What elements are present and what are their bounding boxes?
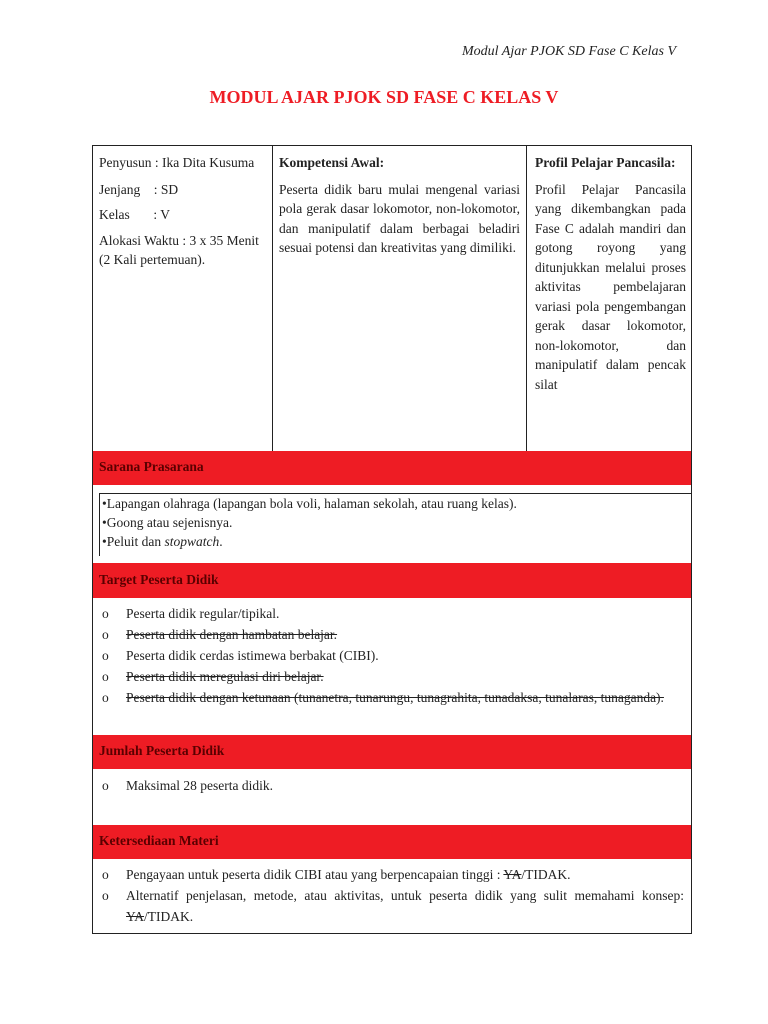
circle-bullet-icon: o (102, 669, 109, 684)
module-table (92, 145, 692, 934)
identity-row (93, 146, 691, 451)
target-item-text: Peserta didik cerdas istimewa berbakat (CIBI). (126, 648, 379, 663)
kelas-text: Kelas : V (99, 207, 170, 222)
sarana-heading: Sarana Prasarana (99, 459, 204, 474)
list-item (100, 513, 691, 532)
circle-bullet-icon: o (102, 648, 109, 663)
list-item (93, 885, 691, 927)
materi-item-strike: YA (126, 909, 145, 924)
circle-bullet-icon: o (102, 606, 109, 621)
materi-item-strike: YA (503, 867, 522, 882)
jumlah-heading-bar (93, 735, 691, 769)
sarana-list (99, 493, 691, 556)
jumlah-section (93, 769, 691, 825)
circle-bullet-icon: o (102, 867, 109, 882)
bullet-icon: • (102, 534, 107, 549)
list-item (93, 645, 691, 666)
target-heading-bar (93, 563, 691, 598)
kompetensi-cell (273, 146, 527, 451)
document-title: MODUL AJAR PJOK SD FASE C KELAS V (209, 87, 559, 107)
target-list (93, 603, 691, 708)
target-section (93, 598, 691, 735)
jumlah-item-text: Maksimal 28 peserta didik. (126, 778, 273, 793)
circle-bullet-icon: o (102, 888, 109, 903)
target-item-text: Peserta didik meregulasi diri belajar. (126, 669, 324, 684)
circle-bullet-icon: o (102, 627, 109, 642)
list-item (100, 494, 691, 513)
materi-item-suffix: /TIDAK. (144, 909, 194, 924)
sarana-item-suffix: . (219, 534, 223, 549)
penyusun-text: Penyusun : Ika Dita Kusuma (99, 155, 255, 170)
jenjang-text: Jenjang : SD (99, 181, 179, 197)
bullet-icon: • (102, 515, 107, 530)
target-heading: Target Peserta Didik (99, 572, 219, 587)
list-item (93, 775, 691, 796)
circle-bullet-icon: o (102, 778, 109, 793)
materi-heading: Ketersediaan Materi (99, 833, 219, 848)
list-item (93, 687, 691, 708)
sarana-heading-bar (93, 451, 691, 485)
sarana-section (93, 485, 691, 563)
identity-cell (93, 146, 273, 451)
profil-text: Profil Pelajar Pancasila yang dikembangkan pada Fase C adalah mandiri dan gotong royong yang ditunjukkan melalui proses aktivitas pembelajaran variasi pola pengembangan gerak dasar lokomotor, non-lokomotor, dan manipulatif dalam pencak silat (535, 181, 686, 392)
materi-heading-bar (93, 825, 691, 859)
alokasi-text: Alokasi Waktu : 3 x 35 Menit (2 Kali pertemuan). (99, 232, 259, 267)
list-item (100, 532, 691, 551)
jumlah-list (93, 775, 691, 796)
list-item (93, 864, 691, 885)
list-item (93, 624, 691, 645)
materi-item-text: Alternatif penjelasan, metode, atau aktivitas, untuk peserta didik yang sulit memahami konsep: (126, 888, 684, 903)
sarana-item-text: Lapangan olahraga (lapangan bola voli, halaman sekolah, atau ruang kelas). (106, 496, 517, 511)
sarana-item-text: Goong atau sejenisnya. (106, 515, 233, 530)
materi-list (93, 864, 691, 927)
target-item-text: Peserta didik dengan hambatan belajar. (126, 627, 338, 642)
list-item (93, 603, 691, 624)
target-item-text: Peserta didik regular/tipikal. (126, 606, 280, 621)
jumlah-heading: Jumlah Peserta Didik (99, 743, 225, 758)
list-item (93, 666, 691, 687)
circle-bullet-icon: o (102, 690, 109, 705)
kompetensi-text: Peserta didik baru mulai mengenal variasi pola gerak dasar lokomotor, non-lokomotor, dan manipulatif dalam berbagai beladiri sesuai potensi dan kreativitas yang dimiliki. (279, 181, 520, 255)
sarana-item-italic: stopwatch (164, 534, 220, 549)
bullet-icon: • (102, 496, 107, 511)
profil-cell (527, 146, 692, 451)
materi-item-text: Pengayaan untuk peserta didik CIBI atau yang berpencapaian tinggi : (126, 867, 504, 882)
kompetensi-heading: Kompetensi Awal: (279, 155, 385, 170)
sarana-item-text: Peluit dan (106, 534, 165, 549)
materi-item-suffix: /TIDAK. (521, 867, 571, 882)
profil-heading: Profil Pelajar Pancasila: (535, 155, 676, 170)
running-header: Modul Ajar PJOK SD Fase C Kelas V (461, 44, 676, 59)
materi-section (93, 859, 691, 934)
target-item-text: Peserta didik dengan ketunaan (tunanetra, tunarungu, tunagrahita, tunadaksa, tunalaras, tunaganda). (126, 690, 664, 705)
